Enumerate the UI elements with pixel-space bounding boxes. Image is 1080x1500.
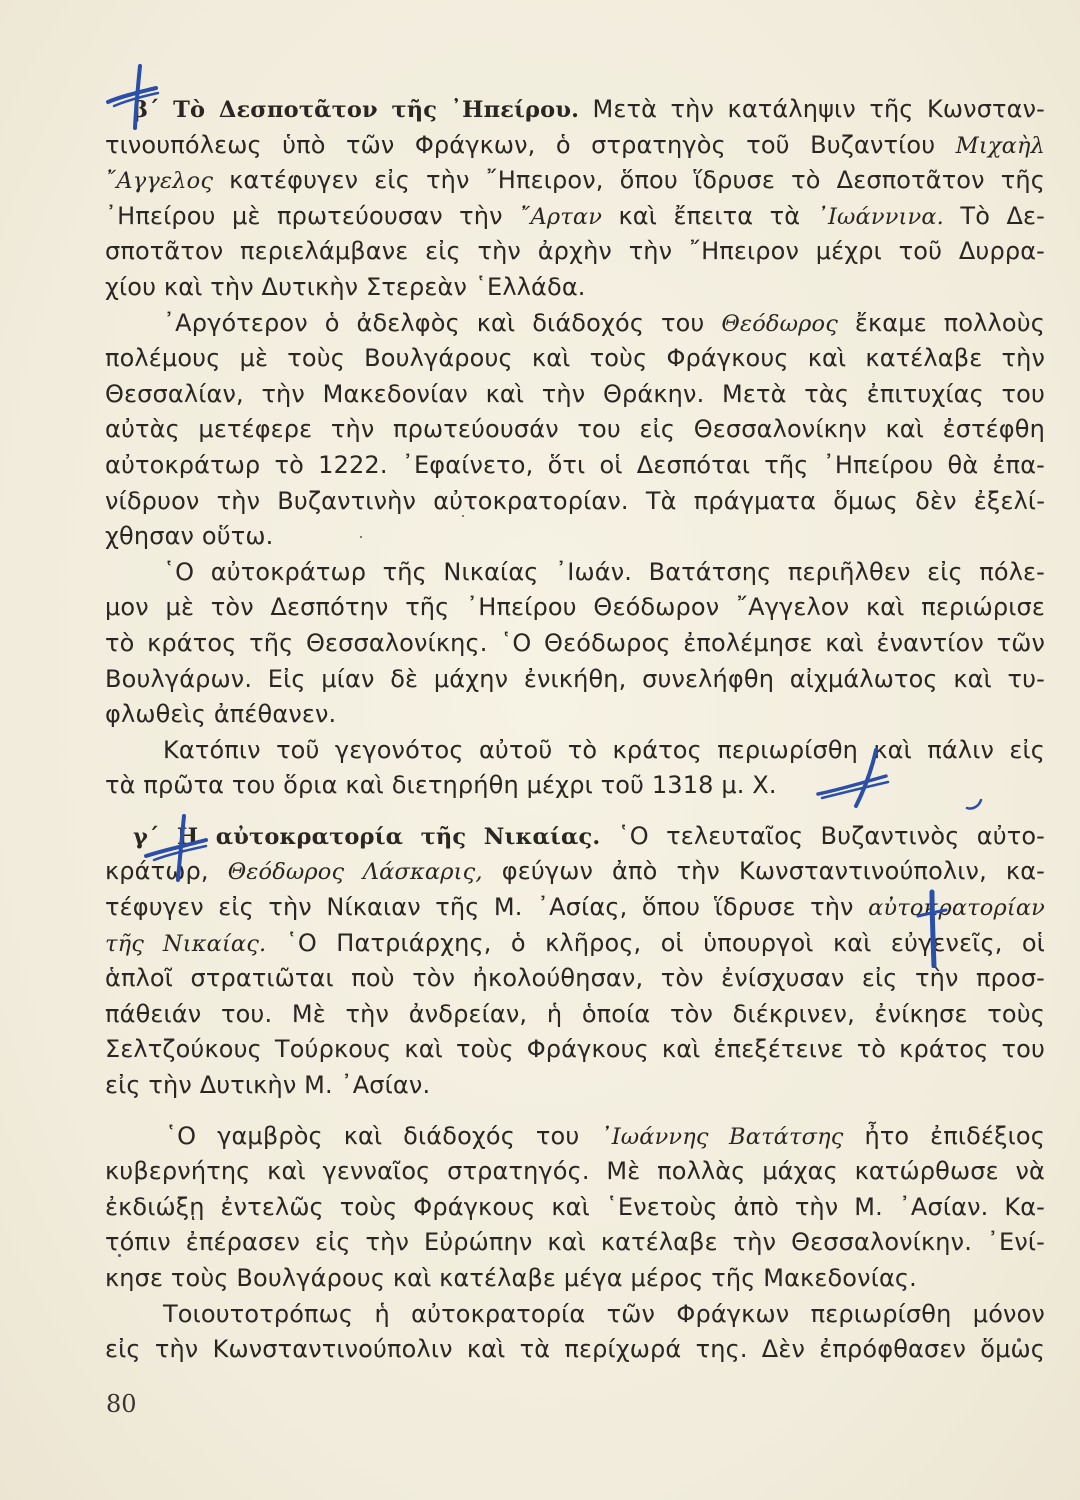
main-text [105, 92, 1045, 1368]
text-line: χθησαν οὕτω. [105, 522, 274, 551]
text-line: τὸ κράτος τῆς Θεσσαλονίκης. ῾Ο Θεόδωρος ἐπολέμησε καὶ ἐναντίον τῶν [105, 628, 1045, 657]
text-line: β΄ Τὸ Δεσποτᾶτον τῆς ᾿Ηπείρου. Μετὰ τὴν κατάληψιν τῆς Κωνσταν- [133, 95, 1045, 123]
cross-mark-icon [812, 746, 892, 810]
text-line: αὐτὰς μετέφερε τὴν πρωτεύουσάν του εἰς Θεσσαλονίκην καὶ ἐστέφθη [105, 415, 1045, 444]
text-line: χίου καὶ τὴν Δυτικὴν Στερεὰν ῾Ελλάδα. [105, 272, 586, 301]
text-line: πολέμους μὲ τοὺς Βουλγάρους καὶ τοὺς Φράγκους καὶ κατέλαβε τὴν [105, 344, 1045, 373]
text-line: εἰς τὴν Δυτικὴν Μ. ᾿Ασίαν. [105, 1071, 431, 1100]
text-line: Κατόπιν τοῦ γεγονότος αὐτοῦ τὸ κράτος περιωρίσθη καὶ πάλιν εἰς [163, 735, 1045, 764]
text-line: ἁπλοῖ στρατιῶται ποὺ τὸν ἠκολούθησαν, τὸν ἐνίσχυσαν εἰς τὴν προσ- [105, 964, 1045, 993]
text-line: ῎Αγγελος κατέφυγεν εἰς τὴν ῎Ηπειρον, ὅπου ἵδρυσε τὸ Δεσποτᾶτον τῆς [105, 166, 1045, 195]
text-line: πάθειάν του. Μὲ τὴν ἀνδρείαν, ἡ ὁποία τὸν διέκρινεν, ἐνίκησε τοὺς [105, 999, 1045, 1028]
text-line: τέφυγεν εἰς τὴν Νίκαιαν τῆς Μ. ᾿Ασίας, ὅπου ἵδρυσε τὴν αὐτοκρατορίαν [105, 893, 1045, 922]
text-line: ἐκδιώξῃ ἐντελῶς τοὺς Φράγκους καὶ ῾Ενετοὺς ἀπὸ τὴν Μ. ᾿Ασίαν. Κα- [105, 1192, 1045, 1221]
text-line: μον μὲ τὸν Δεσπότην τῆς ᾿Ηπείρου Θεόδωρον ῎Αγγελον καὶ περιώρισε [105, 593, 1045, 622]
text-line: κράτωρ, Θεόδωρος Λάσκαρις, φεύγων ἀπὸ τὴν Κωνσταντινούπολιν, κα- [105, 857, 1045, 886]
text-line: ῾Ο γαμβρὸς καὶ διάδοχός του ᾿Ιωάννης Βατάτσης ἦτο ἐπιδέξιος [165, 1121, 1045, 1150]
cross-mark-icon [912, 888, 952, 968]
text-line: γ΄ Η αὐτοκρατορία τῆς Νικαίας. ῾Ο τελευταῖος Βυζαντινὸς αὐτο- [133, 821, 1045, 850]
text-line: ᾿Αργότερον ὁ ἀδελφὸς καὶ διάδοχός του Θεόδωρος ἔκαμε πολλοὺς [163, 308, 1045, 337]
text-line: ῾Ο αὐτοκράτωρ τῆς Νικαίας ᾿Ιωάν. Βατάτσης περιῆλθεν εἰς πόλε- [163, 557, 1045, 586]
section-heading-despotate-epirus: β΄ Τὸ Δεσποτᾶτον τῆς ᾿Ηπείρου. [133, 97, 580, 123]
text-line: φλωθεὶς ἀπέθανεν. [105, 700, 337, 729]
text-line: τόπιν ἐπέρασεν εἰς τὴν Εὐρώπην καὶ κατέλαβε τὴν Θεσσαλονίκην. ᾿Ενί- [105, 1228, 1045, 1257]
cross-mark-icon [140, 812, 210, 882]
text-line: Θεσσαλίαν, τὴν Μακεδονίαν καὶ τὴν Θράκην. Μετὰ τὰς ἐπιτυχίας του [105, 379, 1045, 408]
text-line: τινουπόλεως ὑπὸ τῶν Φράγκων, ὁ στρατηγὸς τοῦ Βυζαντίου Μιχαὴλ [105, 130, 1045, 159]
cross-mark-icon [100, 62, 160, 130]
text-line: Σελτζούκους Τούρκους καὶ τοὺς Φράγκους καὶ ἐπεξέτεινε τὸ κράτος του [105, 1035, 1045, 1064]
page-number: 80 [106, 1390, 137, 1418]
text-line: τῆς Νικαίας. ῾Ο Πατριάρχης, ὁ κλῆρος, οἱ ὑπουργοὶ καὶ εὐγενεῖς, οἱ [105, 928, 1045, 957]
section-heading-empire-nicaea: γ΄ Η αὐτοκρατορία τῆς Νικαίας. [133, 823, 601, 850]
small-tick-icon [963, 794, 987, 814]
text-line: Βουλγάρων. Εἰς μίαν δὲ μάχην ἐνικήθη, συνελήφθη αἰχμάλωτος καὶ τυ- [105, 664, 1045, 693]
text-line: σποτᾶτον περιελάμβανε εἰς τὴν ἀρχὴν τὴν ῎Ηπειρον μέχρι τοῦ Δυρρα- [105, 237, 1045, 266]
text-line: τὰ πρῶτα του ὅρια καὶ διετηρήθη μέχρι τοῦ 1318 μ. Χ. [105, 771, 777, 800]
text-line: ᾿Ηπείρου μὲ πρωτεύουσαν τὴν ῎Αρταν καὶ ἔπειτα τὰ ᾿Ιωάννινα. Τὸ Δε- [105, 201, 1045, 230]
text-line: νίδρυον τὴν Βυζαντινὴν αὐτοκρατορίαν. Τὰ πράγματα ὅμως δὲν ἐξελί- [105, 486, 1045, 515]
text-line: αὐτοκράτωρ τὸ 1222. ᾿Εφαίνετο, ὅτι οἱ Δεσπόται τῆς ᾿Ηπείρου θὰ ἐπα- [105, 450, 1045, 479]
text-line: Τοιουτοτρόπως ἡ αὐτοκρατορία τῶν Φράγκων περιωρίσθη μόνον [163, 1299, 1045, 1328]
text-line: εἰς τὴν Κωνσταντινούπολιν καὶ τὰ περίχωρά της. Δὲν ἐπρόφθασεν ὅμως [105, 1335, 1045, 1364]
text-line: κυβερνήτης καὶ γενναῖος στρατηγός. Μὲ πολλὰς μάχας κατώρθωσε νὰ [105, 1157, 1045, 1186]
text-line: κησε τοὺς Βουλγάρους καὶ κατέλαβε μέγα μέρος τῆς Μακεδονίας. [105, 1264, 917, 1292]
